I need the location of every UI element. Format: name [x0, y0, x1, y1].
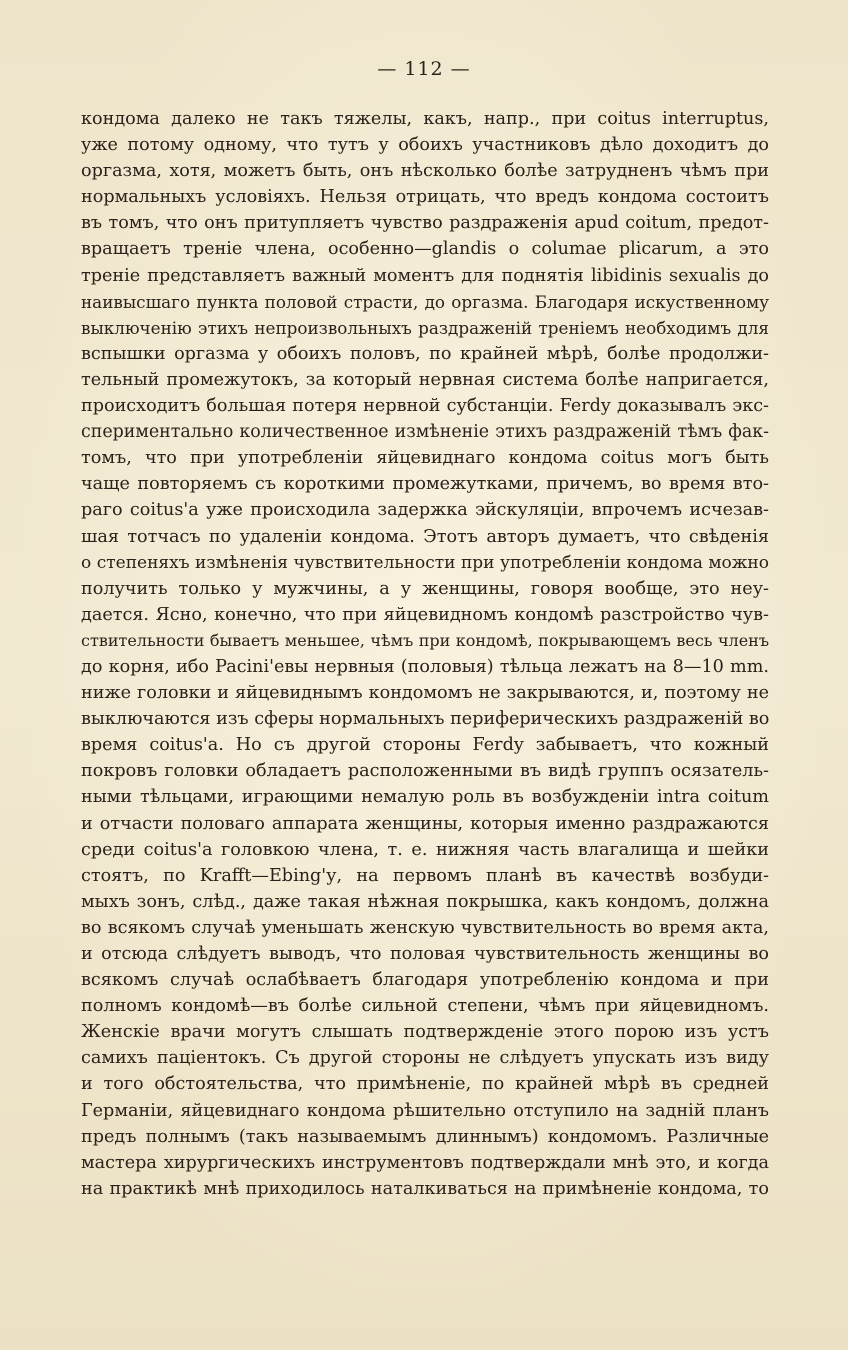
text-line: дается. Ясно, конечно, что при яйцевидномъ кондомѣ разстройство чув-	[81, 604, 769, 625]
text-line: стоятъ, по Krafft—Ebing'у, на первомъ планѣ въ качествѣ возбуди-	[81, 865, 769, 886]
text-line: томъ, что при употребленіи яйцевиднаго кондома coitus могъ быть	[81, 448, 769, 469]
text-line: мастера хирургическихъ инструментовъ подтверждали мнѣ это, и когда	[81, 1152, 769, 1173]
text-line: вращаетъ треніе члена, особенно—glandis o columae plicarum, а это	[81, 239, 769, 260]
text-line: нормальныхъ условіяхъ. Нельзя отрицать, что вредъ кондома состоитъ	[81, 187, 769, 208]
text-line: выключенію этихъ непроизвольныхъ раздраженій треніемъ необходимъ для	[81, 317, 769, 338]
text-line: ными тѣльцами, играющими немалую роль въ возбужденіи intra coitum	[81, 787, 769, 808]
text-line: полномъ кондомѣ—въ болѣе сильной степени, чѣмъ при яйцевидномъ.	[81, 996, 769, 1017]
text-line: и того обстоятельства, что примѣненіе, по крайней мѣрѣ въ средней	[81, 1074, 769, 1095]
body-text	[81, 106, 769, 1202]
text-line: во всякомъ случаѣ уменьшать женскую чувствительность во время акта,	[81, 917, 769, 938]
text-line: уже потому одному, что тутъ у обоихъ участниковъ дѣло доходитъ до	[81, 135, 769, 156]
text-line: о степеняхъ измѣненія чувствительности при употребленіи кондома можно	[81, 552, 769, 573]
text-line: спериментально количественное измѣненіе этихъ раздраженій тѣмъ фак-	[81, 422, 769, 443]
text-line: чаще повторяемъ съ короткими промежутками, причемъ, во время вто-	[81, 474, 769, 495]
text-line: треніе представляетъ важный моментъ для поднятія libidinis sexualis до	[81, 265, 769, 286]
text-line: получить только у мужчины, а у женщины, говоря вообще, это неу-	[81, 578, 769, 599]
text-line: покровъ головки обладаетъ расположенными въ видѣ группъ осязатель-	[81, 761, 769, 782]
text-line: выключаются изъ сферы нормальныхъ периферическихъ раздраженій во	[81, 709, 769, 730]
text-line: и отчасти половаго аппарата женщины, которыя именно раздражаются	[81, 813, 769, 834]
text-line: наивысшаго пункта половой страсти, до оргазма. Благодаря искуственному	[81, 291, 769, 312]
text-line: происходитъ большая потеря нервной субстанціи. Ferdy доказывалъ экс-	[81, 396, 769, 417]
page-number: — 112 —	[377, 58, 471, 80]
text-line: мыхъ зонъ, слѣд., даже такая нѣжная покрышка, какъ кондомъ, должна	[81, 891, 769, 912]
text-line: до корня, ибо Pacini'евы нервныя (половыя) тѣльца лежатъ на 8—10 mm.	[81, 656, 769, 677]
text-line: ствительности бываетъ меньшее, чѣмъ при кондомѣ, покрывающемъ весь членъ	[81, 630, 769, 650]
text-line: шая тотчасъ по удаленіи кондома. Этотъ авторъ думаетъ, что свѣденія	[81, 526, 769, 547]
text-line: кондома далеко не такъ тяжелы, какъ, напр., при coitus interruptus,	[81, 109, 769, 129]
text-line: вспышки оргазма у обоихъ половъ, по крайней мѣрѣ, болѣе продолжи-	[81, 343, 769, 364]
text-line: Женскіе врачи могутъ слышать подтвержденіе этого порою изъ устъ	[81, 1022, 769, 1043]
text-line: среди coitus'а головкою члена, т. е. нижняя часть влагалища и шейки	[81, 839, 769, 860]
text-line: ниже головки и яйцевиднымъ кондомомъ не закрываются, и, поэтому не	[81, 683, 769, 704]
text-line: тельный промежутокъ, за который нервная система болѣе напригается,	[81, 369, 769, 390]
text-line: предъ полнымъ (такъ называемымъ длиннымъ) кондомомъ. Различные	[81, 1126, 769, 1147]
text-line: на практикѣ мнѣ приходилось наталкиваться на примѣненіе кондома, то	[81, 1178, 769, 1199]
text-line: въ томъ, что онъ притупляетъ чувство раздраженія apud coitum, предот-	[81, 213, 769, 234]
text-line: раго coitus'а уже происходила задержка эйскуляціи, впрочемъ исчезав-	[81, 500, 769, 521]
text-line: Германіи, яйцевиднаго кондома рѣшительно отступило на задній планъ	[81, 1100, 769, 1121]
text-line: оргазма, хотя, можетъ быть, онъ нѣсколько болѣе затрудненъ чѣмъ при	[81, 161, 769, 182]
text-line: самихъ паціентокъ. Съ другой стороны не слѣдуетъ упускать изъ виду	[81, 1048, 769, 1069]
text-line: всякомъ случаѣ ослабѣваетъ благодаря употребленію кондома и при	[81, 970, 769, 991]
text-line: время coitus'а. Но съ другой стороны Ferdy забываетъ, что кожный	[81, 735, 769, 756]
text-line: и отсюда слѣдуетъ выводъ, что половая чувствительность женщины во	[81, 944, 769, 964]
